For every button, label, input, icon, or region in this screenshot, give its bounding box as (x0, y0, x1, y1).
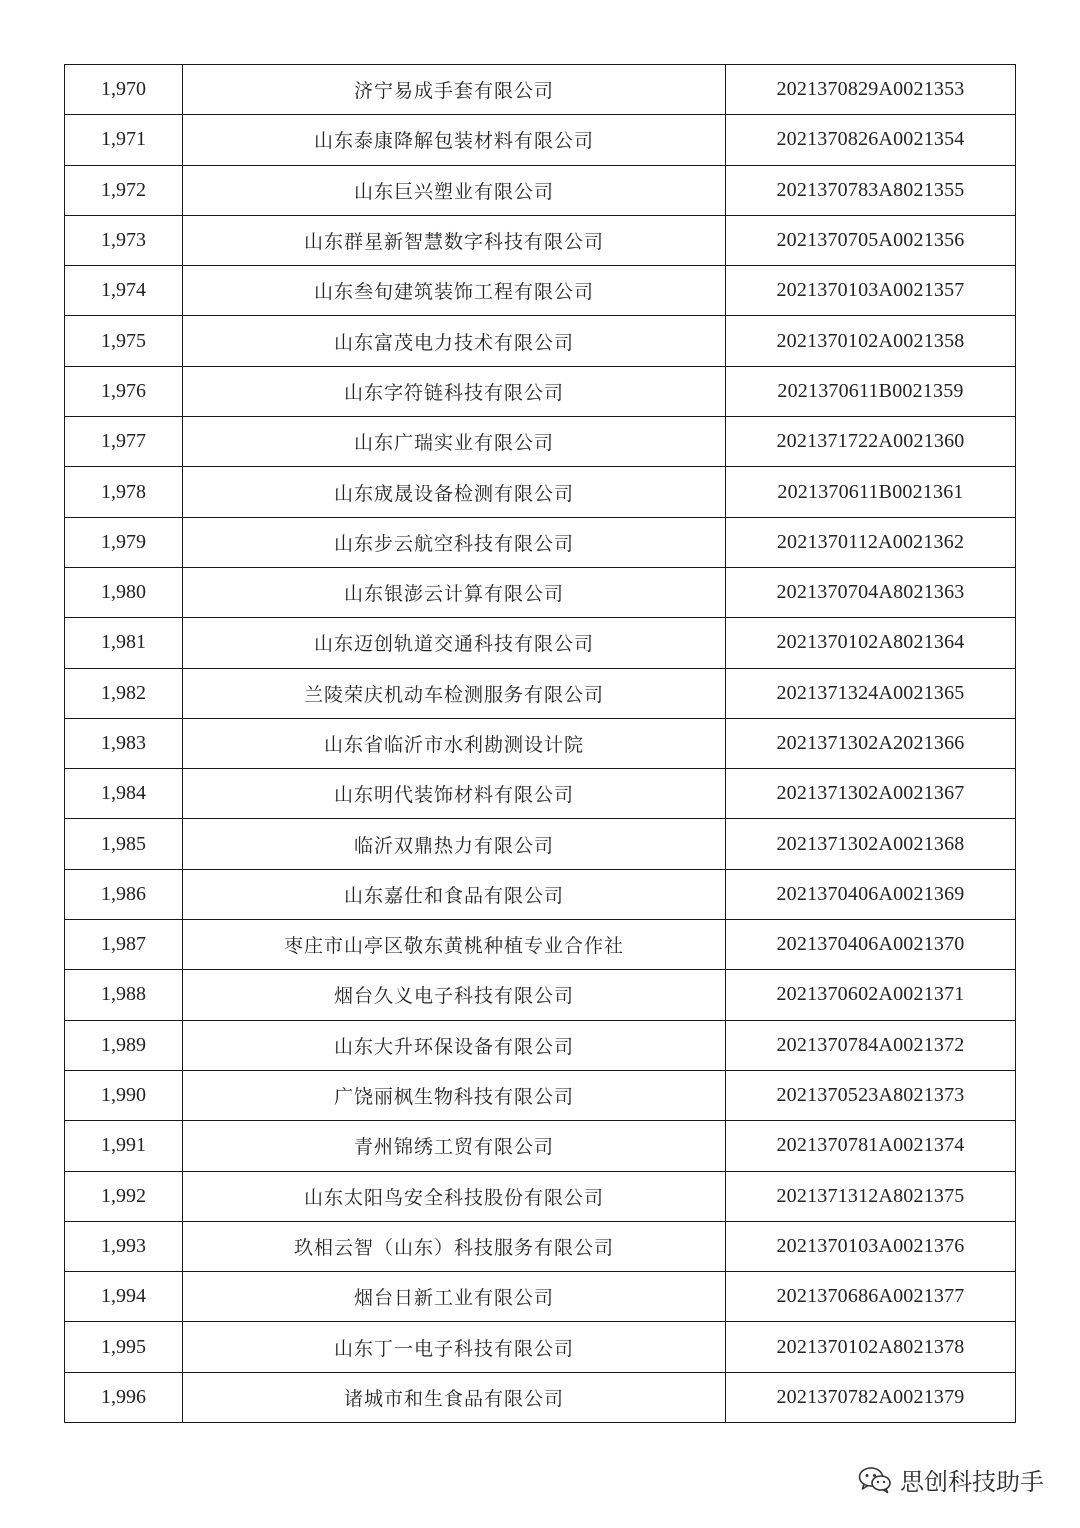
company-name: 山东广瑞实业有限公司 (183, 417, 726, 467)
company-name: 山东嘉仕和食品有限公司 (183, 869, 726, 919)
company-name: 山东迈创轨道交通科技有限公司 (183, 618, 726, 668)
row-number: 1,985 (65, 819, 183, 869)
company-name: 烟台久义电子科技有限公司 (183, 970, 726, 1020)
registration-code: 2021370781A0021374 (726, 1121, 1016, 1171)
table-row (65, 970, 1016, 1020)
company-name: 济宁易成手套有限公司 (183, 65, 726, 115)
company-name: 山东大升环保设备有限公司 (183, 1020, 726, 1070)
company-name: 山东巨兴塑业有限公司 (183, 165, 726, 215)
row-number: 1,975 (65, 316, 183, 366)
registration-code: 2021371722A0021360 (726, 417, 1016, 467)
row-number: 1,980 (65, 567, 183, 617)
registration-code: 2021371312A8021375 (726, 1171, 1016, 1221)
company-name: 山东叁旬建筑装饰工程有限公司 (183, 266, 726, 316)
table-row (65, 1020, 1016, 1070)
table-row (65, 1322, 1016, 1372)
row-number: 1,970 (65, 65, 183, 115)
company-name: 青州锦绣工贸有限公司 (183, 1121, 726, 1171)
registration-code: 2021371324A0021365 (726, 668, 1016, 718)
company-name: 山东步云航空科技有限公司 (183, 517, 726, 567)
watermark-text: 思创科技助手 (900, 1468, 1044, 1496)
row-number: 1,972 (65, 165, 183, 215)
row-number: 1,996 (65, 1372, 183, 1422)
registration-code: 2021370102A8021364 (726, 618, 1016, 668)
company-name: 烟台日新工业有限公司 (183, 1272, 726, 1322)
table-row (65, 819, 1016, 869)
registration-code: 2021370686A0021377 (726, 1272, 1016, 1322)
company-name: 兰陵荣庆机动车检测服务有限公司 (183, 668, 726, 718)
table-row (65, 718, 1016, 768)
registration-code: 2021370103A0021357 (726, 266, 1016, 316)
row-number: 1,971 (65, 115, 183, 165)
registration-code: 2021370611B0021359 (726, 366, 1016, 416)
row-number: 1,976 (65, 366, 183, 416)
table-row (65, 517, 1016, 567)
registration-code: 2021370784A0021372 (726, 1020, 1016, 1070)
table-row (65, 1070, 1016, 1120)
table-row (65, 1121, 1016, 1171)
table-body (65, 65, 1016, 1423)
registration-code: 2021370704A8021363 (726, 567, 1016, 617)
table-row (65, 115, 1016, 165)
company-name: 枣庄市山亭区敬东黄桃种植专业合作社 (183, 920, 726, 970)
registration-code: 2021370602A0021371 (726, 970, 1016, 1020)
registration-code: 2021370611B0021361 (726, 467, 1016, 517)
row-number: 1,981 (65, 618, 183, 668)
table-row (65, 417, 1016, 467)
company-name: 山东富茂电力技术有限公司 (183, 316, 726, 366)
registration-code: 2021370826A0021354 (726, 115, 1016, 165)
registration-code: 2021370523A8021373 (726, 1070, 1016, 1120)
company-name: 山东太阳鸟安全科技股份有限公司 (183, 1171, 726, 1221)
row-number: 1,992 (65, 1171, 183, 1221)
row-number: 1,987 (65, 920, 183, 970)
row-number: 1,994 (65, 1272, 183, 1322)
watermark (858, 1462, 1044, 1497)
company-name: 山东省临沂市水利勘测设计院 (183, 718, 726, 768)
company-name: 诸城市和生食品有限公司 (183, 1372, 726, 1422)
registration-code: 2021370103A0021376 (726, 1221, 1016, 1271)
table-row (65, 165, 1016, 215)
company-name: 山东宬晟设备检测有限公司 (183, 467, 726, 517)
table-row (65, 668, 1016, 718)
company-name: 广饶丽枫生物科技有限公司 (183, 1070, 726, 1120)
row-number: 1,989 (65, 1020, 183, 1070)
company-name: 临沂双鼎热力有限公司 (183, 819, 726, 869)
table-row (65, 567, 1016, 617)
row-number: 1,983 (65, 718, 183, 768)
registration-code: 2021371302A0021368 (726, 819, 1016, 869)
row-number: 1,973 (65, 215, 183, 265)
row-number: 1,995 (65, 1322, 183, 1372)
table-row (65, 618, 1016, 668)
company-name: 山东字符链科技有限公司 (183, 366, 726, 416)
row-number: 1,977 (65, 417, 183, 467)
row-number: 1,991 (65, 1121, 183, 1171)
registration-code: 2021370112A0021362 (726, 517, 1016, 567)
row-number: 1,974 (65, 266, 183, 316)
table-row (65, 316, 1016, 366)
row-number: 1,982 (65, 668, 183, 718)
registration-code: 2021371302A2021366 (726, 718, 1016, 768)
row-number: 1,978 (65, 467, 183, 517)
table-row (65, 467, 1016, 517)
table-row (65, 1221, 1016, 1271)
table-row (65, 920, 1016, 970)
row-number: 1,988 (65, 970, 183, 1020)
table-row (65, 769, 1016, 819)
registration-code: 2021370783A8021355 (726, 165, 1016, 215)
row-number: 1,986 (65, 869, 183, 919)
registration-code: 2021370102A8021378 (726, 1322, 1016, 1372)
table-row (65, 65, 1016, 115)
table-row (65, 869, 1016, 919)
registration-code: 2021370102A0021358 (726, 316, 1016, 366)
company-name: 玖相云智（山东）科技服务有限公司 (183, 1221, 726, 1271)
company-name: 山东丁一电子科技有限公司 (183, 1322, 726, 1372)
table-row (65, 1272, 1016, 1322)
registration-code: 2021370829A0021353 (726, 65, 1016, 115)
registration-code: 2021371302A0021367 (726, 769, 1016, 819)
table-row (65, 266, 1016, 316)
table-row (65, 366, 1016, 416)
company-name: 山东明代装饰材料有限公司 (183, 769, 726, 819)
table-row (65, 215, 1016, 265)
row-number: 1,984 (65, 769, 183, 819)
company-name: 山东群星新智慧数字科技有限公司 (183, 215, 726, 265)
registration-code: 2021370705A0021356 (726, 215, 1016, 265)
row-number: 1,990 (65, 1070, 183, 1120)
wechat-icon (858, 1466, 892, 1494)
company-name: 山东银澎云计算有限公司 (183, 567, 726, 617)
enterprise-list-table (64, 64, 1016, 1423)
row-number: 1,993 (65, 1221, 183, 1271)
row-number: 1,979 (65, 517, 183, 567)
registration-code: 2021370782A0021379 (726, 1372, 1016, 1422)
table-row (65, 1372, 1016, 1422)
registration-code: 2021370406A0021370 (726, 920, 1016, 970)
registration-code: 2021370406A0021369 (726, 869, 1016, 919)
table-row (65, 1171, 1016, 1221)
company-name: 山东泰康降解包装材料有限公司 (183, 115, 726, 165)
